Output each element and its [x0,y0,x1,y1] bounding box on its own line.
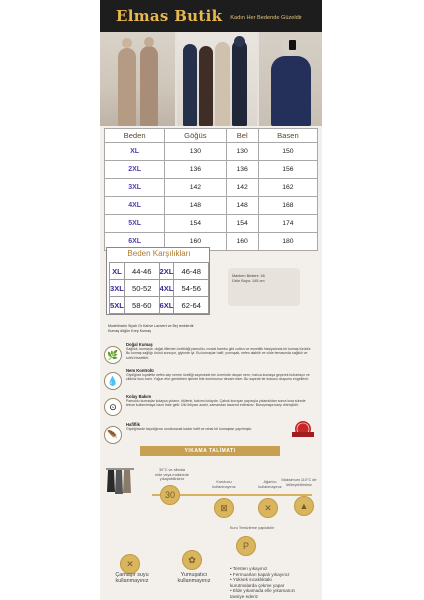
product-photos [100,32,322,126]
no-bleach-icon: ✕ [258,498,278,518]
size-chart-header-row [105,129,318,143]
size-equivalents-grid [109,262,209,314]
no-tumble-dry-icon: ⊠ [214,498,234,518]
product-info-page [100,0,322,600]
size-cell: 4XL [105,197,165,215]
size-range: 50-52 [124,280,159,297]
softener-label: Yumuşatıcı kullanmayınız [177,572,211,585]
size-cell: 2XL [105,161,165,179]
size-range: 44-46 [124,263,159,280]
photo-model-mirror [259,32,322,126]
size-range: 58-60 [124,297,159,314]
column-header: Beden [105,129,165,143]
feature-description: Giydiğinizde taşıdığınızı unutturacak kadar hafif ve rahat bir kumaştan yapılmıştır. [126,427,253,431]
washing-instructions-bar [140,446,280,456]
feature-title: Kolay Bakım [126,394,152,399]
value-cell: 160 [226,233,258,251]
table-row [105,179,318,197]
size-equivalents-box [106,247,210,315]
value-cell: 136 [226,161,258,179]
size-code: 5XL [110,297,125,314]
value-cell: 130 [165,143,226,161]
note-fabric: Kumaş döğün Krep Kumaş [108,329,151,333]
feature-title: Nem Kontrolü [126,368,154,373]
wash-30-icon: 30 [160,485,180,505]
value-cell: 154 [165,215,226,233]
value-cell: 148 [165,197,226,215]
washing-instructions-area [100,458,322,600]
no-chlorine-label: Çamaşır suyu kullanmayınız [115,572,149,585]
note-colors: Modelimizin Siyah Or Kahve Lacivert ve Bej renklerdir [108,324,194,328]
value-cell: 162 [258,179,317,197]
table-row [105,197,318,215]
feature-easy-care [104,394,318,422]
feature-description: Pamuklu kumaşlar kolayca yıkanır, ütülenir, bakımı kolaydır. Çabuk kuruyan yapısıyla yıkandıktan sonra kısa sürede tekrar kullanılmaya hazır hale gelir. Ütü ihtiyacı azalır, zamandan tasarruf edersiniz. Buruşmaya karşı dirençlidir. [126,399,306,408]
size-range: 54-56 [174,280,209,297]
water-drop-icon: 💧 [104,372,122,390]
iron-icon: ▲ [294,496,314,516]
size-equivalents-title: Beden Karşılıkları [127,249,191,258]
list-item: tavsiye ederiz [230,593,259,599]
value-cell: 136 [165,161,226,179]
no-chlorine-icon: ✕ [120,554,140,574]
value-cell: 156 [258,161,317,179]
table-row [110,297,209,314]
dry-clean-icon: P [236,536,256,556]
list-item: • Elde yıkamada elle yıkamanızı [230,588,296,594]
table-row [105,143,318,161]
value-cell: 130 [226,143,258,161]
model-info-box [228,268,300,306]
list-item: • Tersten yıkayınız [230,566,268,571]
value-cell: 180 [258,233,317,251]
feature-title: Doğal Kumaş [126,342,153,347]
washing-tips-list [230,566,322,600]
brand-slogan: Kadın Her Bedende Güzeldir [230,15,302,21]
value-cell: 160 [165,233,226,251]
temperature-label: 30°C ve altında elde veya makinede yıkayabilirsiniz [155,468,189,482]
size-code: 6XL [159,297,174,314]
size-chart-table [104,128,318,251]
value-cell: 154 [226,215,258,233]
value-cell: 142 [226,179,258,197]
list-item: • Fermuarları kapalı yıkayınız [230,571,290,577]
feather-icon: 🪶 [104,426,122,444]
size-code: 3XL [110,280,125,297]
size-cell: 3XL [105,179,165,197]
table-row [110,263,209,280]
brand-name: Elmas Butik [116,7,223,25]
size-cell: 5XL [105,215,165,233]
table-row [105,215,318,233]
model-size: Manken Bedeni: 46 [232,274,265,278]
hanging-clothes-icon [104,466,136,496]
table-row [105,161,318,179]
column-header: Göğüs [165,129,226,143]
photo-color-options [177,32,257,126]
value-cell: 168 [258,197,317,215]
no-dryer-label: Kurutucu kullanmayınız [212,480,236,489]
list-item: • Yüksek sıcaklıktaki [230,577,272,583]
washing-machine-icon: ⊙ [104,398,122,416]
column-header: Basen [258,129,317,143]
size-cell: 6XL [105,233,165,251]
size-range: 46-48 [174,263,209,280]
feature-description: Sağlıklı, kumaştır, doğal liflerden üretildiği pamuklu, modal bambu gibi cotton ve esnetilik hissiyatında bir kumaş türüdür. Bu kumaş sağlığı ürünü sunuyor, giyimde iyi. Bu kumaşlar hafif, yumuşak, nefes alabilir ve cilde temasında sağlıklı ve sıhhi hissettirir. [126,347,312,360]
feature-description: Giydiğiniz kıyafetin nefes alıp verme özelliği sayesinde ten üzerinde oluşan nem, hızlıca kumaşa geçerek buharlaşır ve cildiniz kuru kalır. Yoğun efor gerektiren işlerde bile konforunuz devam eder. Bu sayede ter kokusu oluşumu engellenir. [126,373,310,382]
column-header: Bel [226,129,258,143]
no-bleach-label: Ağartıcı kullanmayınız [258,480,282,489]
softener-icon: ✿ [182,550,202,570]
quality-badge-icon [290,420,316,440]
feature-title: Hafiflik [126,422,140,427]
size-code: 4XL [159,280,174,297]
size-range: 62-64 [174,297,209,314]
size-cell: XL [105,143,165,161]
iron-label: Maksimum 110°C de ütüleyebilirsiniz [281,478,317,487]
washing-instructions-title: YIKAMA TALİMATI [184,448,236,454]
photo-model-front [100,32,175,126]
feature-moisture-control [104,368,318,396]
brand-header [100,0,322,32]
table-row [110,280,209,297]
leaf-icon: 🌿 [104,346,122,364]
value-cell: 148 [226,197,258,215]
value-cell: 174 [258,215,317,233]
size-code: 2XL [159,263,174,280]
product-length: Ürün Boyu: 145 cm [232,279,265,283]
size-code: XL [110,263,125,280]
product-notes [108,324,308,334]
value-cell: 150 [258,143,317,161]
feature-natural-fabric [104,342,318,370]
dry-clean-label: Kuru Temizleme yapılabilir [229,526,275,530]
value-cell: 142 [165,179,226,197]
list-item: kurutmalarda çekme yapar [230,582,285,588]
